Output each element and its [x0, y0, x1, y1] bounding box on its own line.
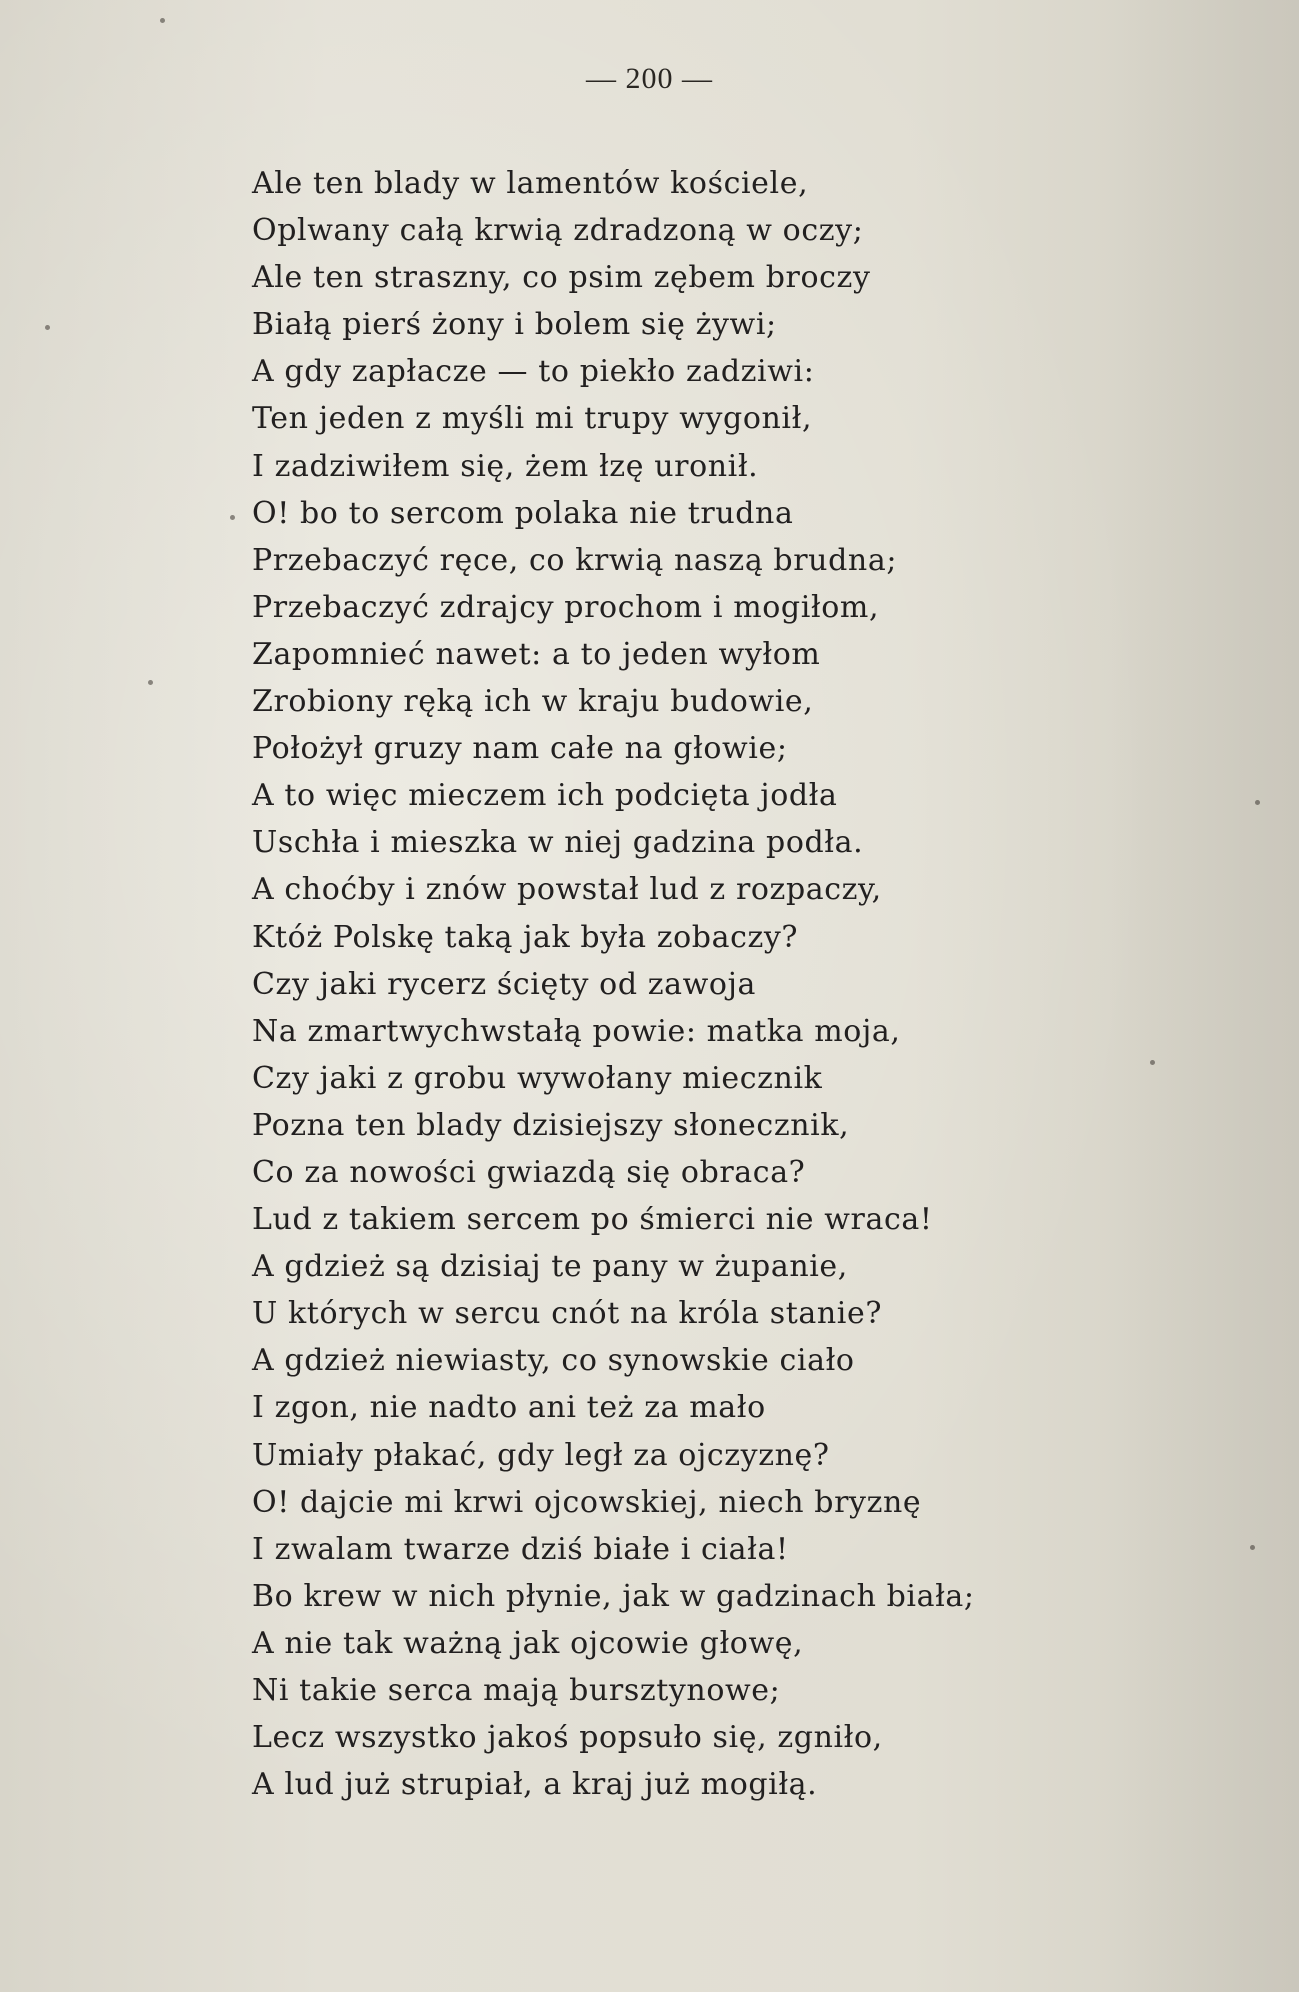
- poem-line: O! bo to sercom polaka nie trudna: [252, 495, 794, 531]
- poem-line: Co za nowości gwiazdą się obraca?: [252, 1154, 806, 1190]
- poem-line: Na zmartwychwstałą powie: matka moja,: [252, 1013, 901, 1049]
- poem-line: A gdzież są dzisiaj te pany w żupanie,: [252, 1249, 848, 1285]
- poem-line: I zadziwiłem się, żem łzę uronił.: [252, 448, 759, 484]
- poem-line: Zrobiony ręką ich w kraju budowie,: [252, 684, 814, 720]
- poem-line: I zgon, nie nadto ani też za mało: [252, 1390, 766, 1426]
- paper-speck: [148, 680, 153, 685]
- paper-speck: [1150, 1060, 1155, 1065]
- poem-text: [252, 160, 1172, 1808]
- poem-line: Ten jeden z myśli mi trupy wygonił,: [252, 401, 813, 437]
- poem-line: Ni takie serca mają bursztynowe;: [252, 1673, 781, 1708]
- poem-line: Czy jaki rycerz ścięty od zawoja: [252, 966, 756, 1002]
- poem-line: Oplwany całą krwią zdradzoną w oczy;: [252, 213, 864, 249]
- poem-line: Czy jaki z grobu wywołany miecznik: [252, 1060, 823, 1096]
- poem-line: A to więc mieczem ich podcięta jodła: [252, 778, 838, 814]
- poem-line: I zwalam twarze dziś białe i ciała!: [252, 1531, 789, 1567]
- poem-line: Pozna ten blady dzisiejszy słonecznik,: [252, 1107, 850, 1143]
- poem-line: Ale ten blady w lamentów kościele,: [252, 166, 809, 201]
- paper-speck: [1250, 1545, 1255, 1550]
- paper-speck: [160, 18, 165, 23]
- poem-line: Umiały płakać, gdy legł za ojczyznę?: [252, 1437, 830, 1473]
- poem-line: Białą pierś żony i bolem się żywi;: [252, 307, 777, 343]
- poem-line: Przebaczyć zdrajcy prochom i mogiłom,: [252, 589, 880, 625]
- poem-line: Położył gruzy nam całe na głowie;: [252, 731, 788, 767]
- poem-line: Lud z takiem sercem po śmierci nie wraca!: [252, 1202, 933, 1238]
- poem-line: Lecz wszystko jakoś popsuło się, zgniło,: [252, 1720, 883, 1756]
- poem-line: U których w sercu cnót na króla stanie?: [252, 1296, 883, 1332]
- poem-line: Przebaczyć ręce, co krwią naszą brudna;: [252, 542, 898, 578]
- poem-line: A lud już strupiał, a kraj już mogiłą.: [252, 1767, 818, 1803]
- poem-line: O! dajcie mi krwi ojcowskiej, niech bryznę: [252, 1484, 922, 1520]
- poem-line: Zapomnieć nawet: a to jeden wyłom: [252, 636, 821, 672]
- poem-line: A gdzież niewiasty, co synowskie ciało: [252, 1343, 855, 1379]
- page-number: — 200 —: [586, 62, 713, 95]
- poem-line: A choćby i znów powstał lud z rozpaczy,: [252, 872, 882, 908]
- poem-line: A nie tak ważną jak ojcowie głowę,: [252, 1625, 804, 1661]
- poem-line: Ale ten straszny, co psim zębem broczy: [252, 260, 871, 296]
- poem-line: A gdy zapłacze — to piekło zadziwi:: [252, 354, 815, 390]
- poem-line: Uschła i mieszka w niej gadzina podła.: [252, 825, 864, 861]
- poem-line: Któż Polskę taką jak była zobaczy?: [252, 919, 799, 955]
- paper-speck: [230, 515, 235, 520]
- paper-speck: [1255, 800, 1260, 805]
- paper-speck: [45, 325, 50, 330]
- poem-line: Bo krew w nich płynie, jak w gadzinach biała;: [252, 1578, 975, 1614]
